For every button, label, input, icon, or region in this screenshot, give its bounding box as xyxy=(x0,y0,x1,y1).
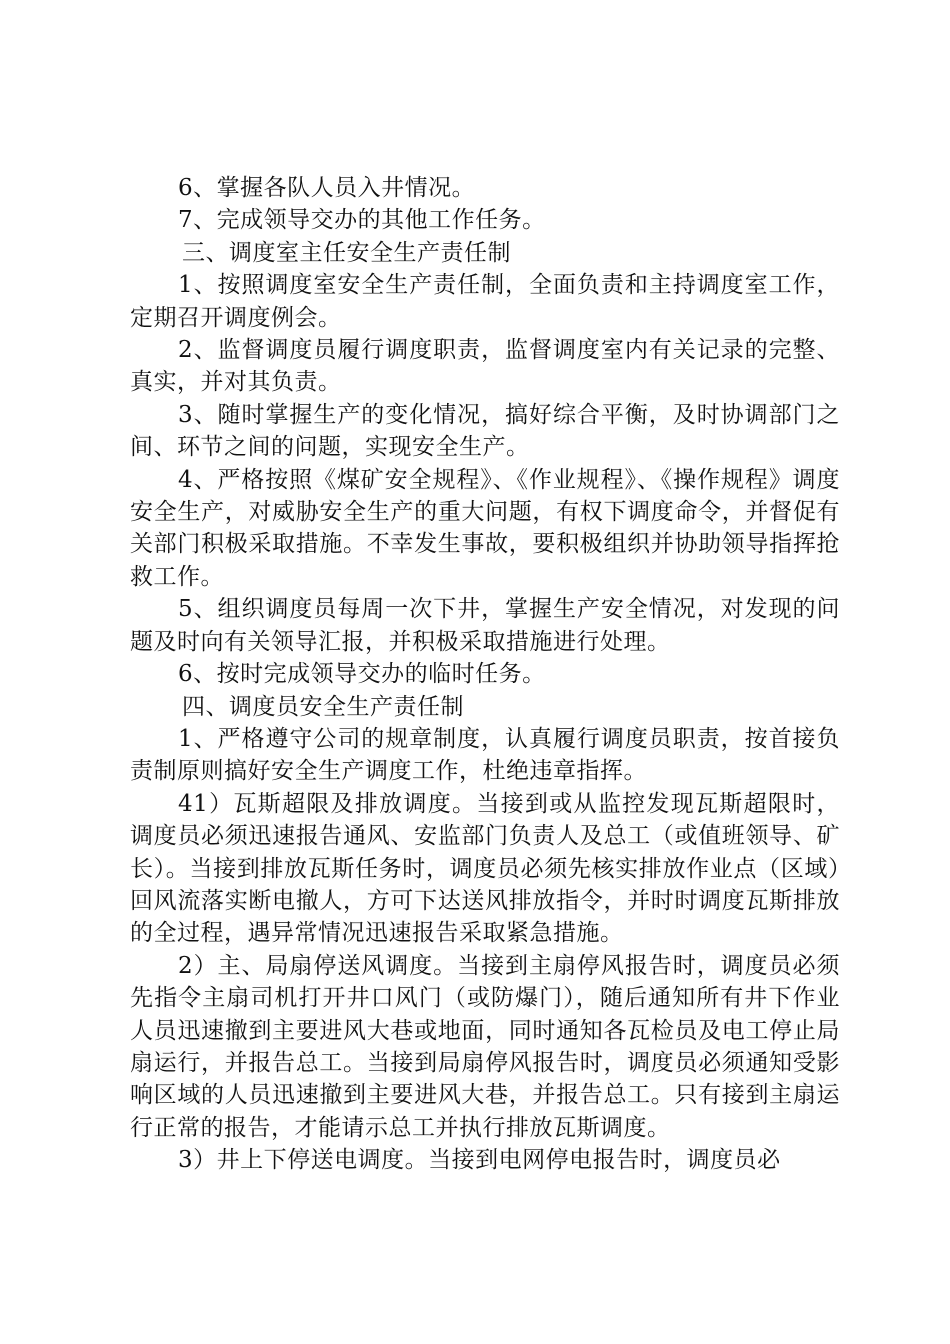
section-heading-4: 四、调度员安全生产责任制 xyxy=(182,693,464,720)
paragraph-fan-dispatch: 2）主、局扇停送风调度。当接到主扇停风报告时，调度员必须先指令主扇司机打开井口风门（或防爆门），随后通知所有井下作业人员迅速撤到主要进风大巷或地面，同时通知各瓦检员及电工停止局扇运行，并报告总工。当接到局扇停风报告时，调度员必须通知受影响区域的人员迅速撤到主要进风大巷，并报告总工。只有接到主扇运行正常的报告，才能请示总工并执行排放瓦斯调度。 xyxy=(130,952,840,1141)
paragraph-director-4: 4、严格按照《煤矿安全规程》、《作业规程》、《操作规程》调度安全生产，对威胁安全生产的重大问题，有权下调度命令，并督促有关部门积极采取措施。不幸发生事故，要积极组织并协助领导指挥抢救工作。 xyxy=(130,466,840,590)
section-heading-3: 三、调度室主任安全生产责任制 xyxy=(182,239,511,266)
paragraph-director-3: 3、随时掌握生产的变化情况，搞好综合平衡，及时协调部门之间、环节之间的问题，实现安全生产。 xyxy=(130,401,840,461)
paragraph-power-dispatch: 3）井上下停送电调度。当接到电网停电报告时，调度员必 xyxy=(178,1147,781,1174)
paragraph-director-6: 6、按时完成领导交办的临时任务。 xyxy=(178,661,546,688)
paragraph-director-1: 1、按照调度室安全生产责任制，全面负责和主持调度室工作，定期召开调度例会。 xyxy=(130,272,840,331)
paragraph-director-5: 5、组织调度员每周一次下井，掌握生产安全情况，对发现的问题及时向有关领导汇报，并积极采取措施进行处理。 xyxy=(130,596,840,655)
paragraph-dispatcher-1: 1、严格遵守公司的规章制度，认真履行调度员职责，按首接负责制原则搞好安全生产调度工作，杜绝违章指挥。 xyxy=(130,725,840,785)
paragraph-item-6-personnel: 6、掌握各队人员入井情况。 xyxy=(178,175,476,201)
paragraph-director-2: 2、监督调度员履行调度职责，监督调度室内有关记录的完整、真实，并对其负责。 xyxy=(130,337,840,396)
paragraph-item-7-other-tasks: 7、完成领导交办的其他工作任务。 xyxy=(178,207,546,234)
document-body xyxy=(130,172,840,1177)
paragraph-gas-dispatch: 41）瓦斯超限及排放调度。当接到或从监控发现瓦斯超限时，调度员必须迅速报告通风、安监部门负责人及总工（或值班领导、矿长）。当接到排放瓦斯任务时，调度员必须先核实排放作业点（区域）回风流落实断电撤人，方可下达送风排放指令，并时时调度瓦斯排放的全过程，遇异常情况迅速报告采取紧急措施。 xyxy=(130,790,840,947)
